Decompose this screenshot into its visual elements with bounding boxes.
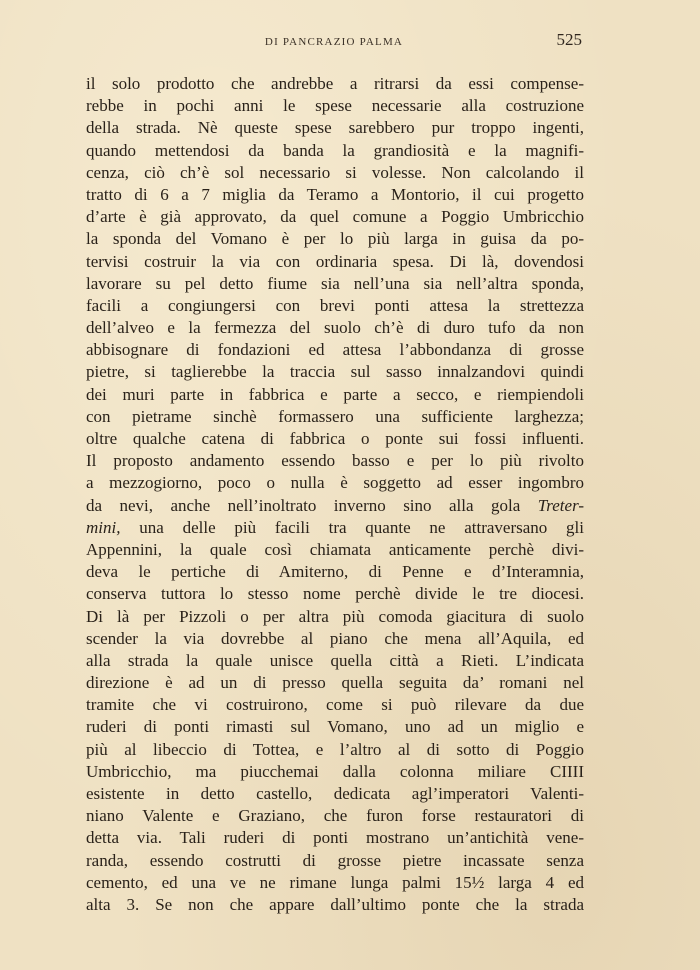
italic-word-mini: mini, <box>86 517 121 537</box>
running-head: DI PANCRAZIO PALMA <box>264 36 404 48</box>
text-line: deva le pertiche di Amiterno, di Penne e d’Interamnia, <box>86 562 584 582</box>
text-line: cenza, ciò ch’è sol necessario si volesse. Non calcolando il <box>86 162 584 182</box>
text-line: alla strada la quale unisce quella città a Rieti. L’indicata <box>86 650 584 670</box>
text-line: il solo prodotto che andrebbe a ritrarsi da essi compense- <box>86 74 584 93</box>
text-line: rebbe in pochi anni le spese necessarie alla costruzione <box>86 96 584 116</box>
text-line: dei muri parte in fabbrica e parte a secco, e riempiendoli <box>86 384 584 404</box>
text-line: dell’alveo e la fermezza del suolo ch’è di duro tufo da non <box>86 318 584 338</box>
text-line: niano Valente e Graziano, che furon forse restauratori di <box>86 806 584 826</box>
text-line: d’arte è già approvato, da quel comune a Poggio Umbricchio <box>86 207 584 227</box>
text-line: più al libeccio di Tottea, e l’altro al di sotto di Poggio <box>86 739 584 759</box>
text-line: Il proposto andamento essendo basso e per lo più rivolto <box>86 451 584 471</box>
text-line: randa, essendo costrutti di grosse pietre incassate senza <box>86 850 584 870</box>
text-line: della strada. Nè queste spese sarebbero pur troppo ingenti, <box>86 118 584 138</box>
page-header <box>86 30 582 60</box>
text-line: tratto di 6 a 7 miglia da Teramo a Montorio, il cui progetto <box>86 184 584 204</box>
text-line: oltre qualche catena di fabbrica o ponte sui fossi influenti. <box>86 429 584 448</box>
text-line: con pietrame sinchè formassero una sufficiente larghezza; <box>86 406 584 426</box>
text-line: facili a congiungersi con brevi ponti attesa la strettezza <box>86 295 584 315</box>
text-line: pietre, si taglierebbe la traccia sul sasso innalzandovi quindi <box>86 362 584 382</box>
text-line: alta 3. Se non che appare dall’ultimo ponte che la strada <box>86 894 584 914</box>
text-line: la sponda del Vomano è per lo più larga in guisa da po- <box>86 229 584 249</box>
text-line: Umbricchio, ma piucchemai dalla colonna miliare CIIII <box>86 761 584 781</box>
text-line: lavorare su pel detto fiume sia nell’una sia nell’altra sponda, <box>86 273 584 293</box>
text-line: direzione è ad un di presso quella seguita da’ romani nel <box>86 673 584 693</box>
body-text <box>86 73 584 916</box>
text-line: tervisi costruir la via con ordinaria spesa. Di là, dovendosi <box>86 251 584 271</box>
text-line: quando mettendosi da banda la grandiosità e la magnifi- <box>86 140 584 160</box>
text-line: a mezzogiorno, poco o nulla è soggetto ad esser ingombro <box>86 473 584 493</box>
text-line: abbisognare di fondazioni ed attesa l’abbondanza di grosse <box>86 340 584 360</box>
page-number: 525 <box>556 30 582 49</box>
text-line: Di là per Pizzoli o per altra più comoda giacitura di suolo <box>86 606 584 626</box>
text-line: conserva tuttora lo stesso nome perchè divide le tre diocesi. <box>86 584 584 604</box>
text-line-with-italic <box>86 517 584 539</box>
text-span: da nevi, anche nell’inoltrato inverno sino alla gola <box>86 495 521 515</box>
text-line: Appennini, la quale così chiamata anticamente perchè divi- <box>86 539 584 559</box>
text-line: tramite che vi costruirono, come si può rilevare da due <box>86 695 584 715</box>
text-line: cemento, ed una ve ne rimane lunga palmi 15½ larga 4 ed <box>86 872 584 892</box>
text-line: ruderi di ponti rimasti sul Vomano, uno ad un miglio e <box>86 717 584 737</box>
text-line: detta via. Tali ruderi di ponti mostrano un’antichità vene- <box>86 828 584 848</box>
italic-word-treter: Treter- <box>537 495 584 515</box>
text-line-with-italic <box>86 495 584 517</box>
text-line: scender la via dovrebbe al piano che mena all’Aquila, ed <box>86 628 584 648</box>
text-span: una delle più facili tra quante ne attraversano gli <box>139 517 584 537</box>
text-line: esistente in detto castello, dedicata agl’imperatori Valenti- <box>86 784 584 803</box>
